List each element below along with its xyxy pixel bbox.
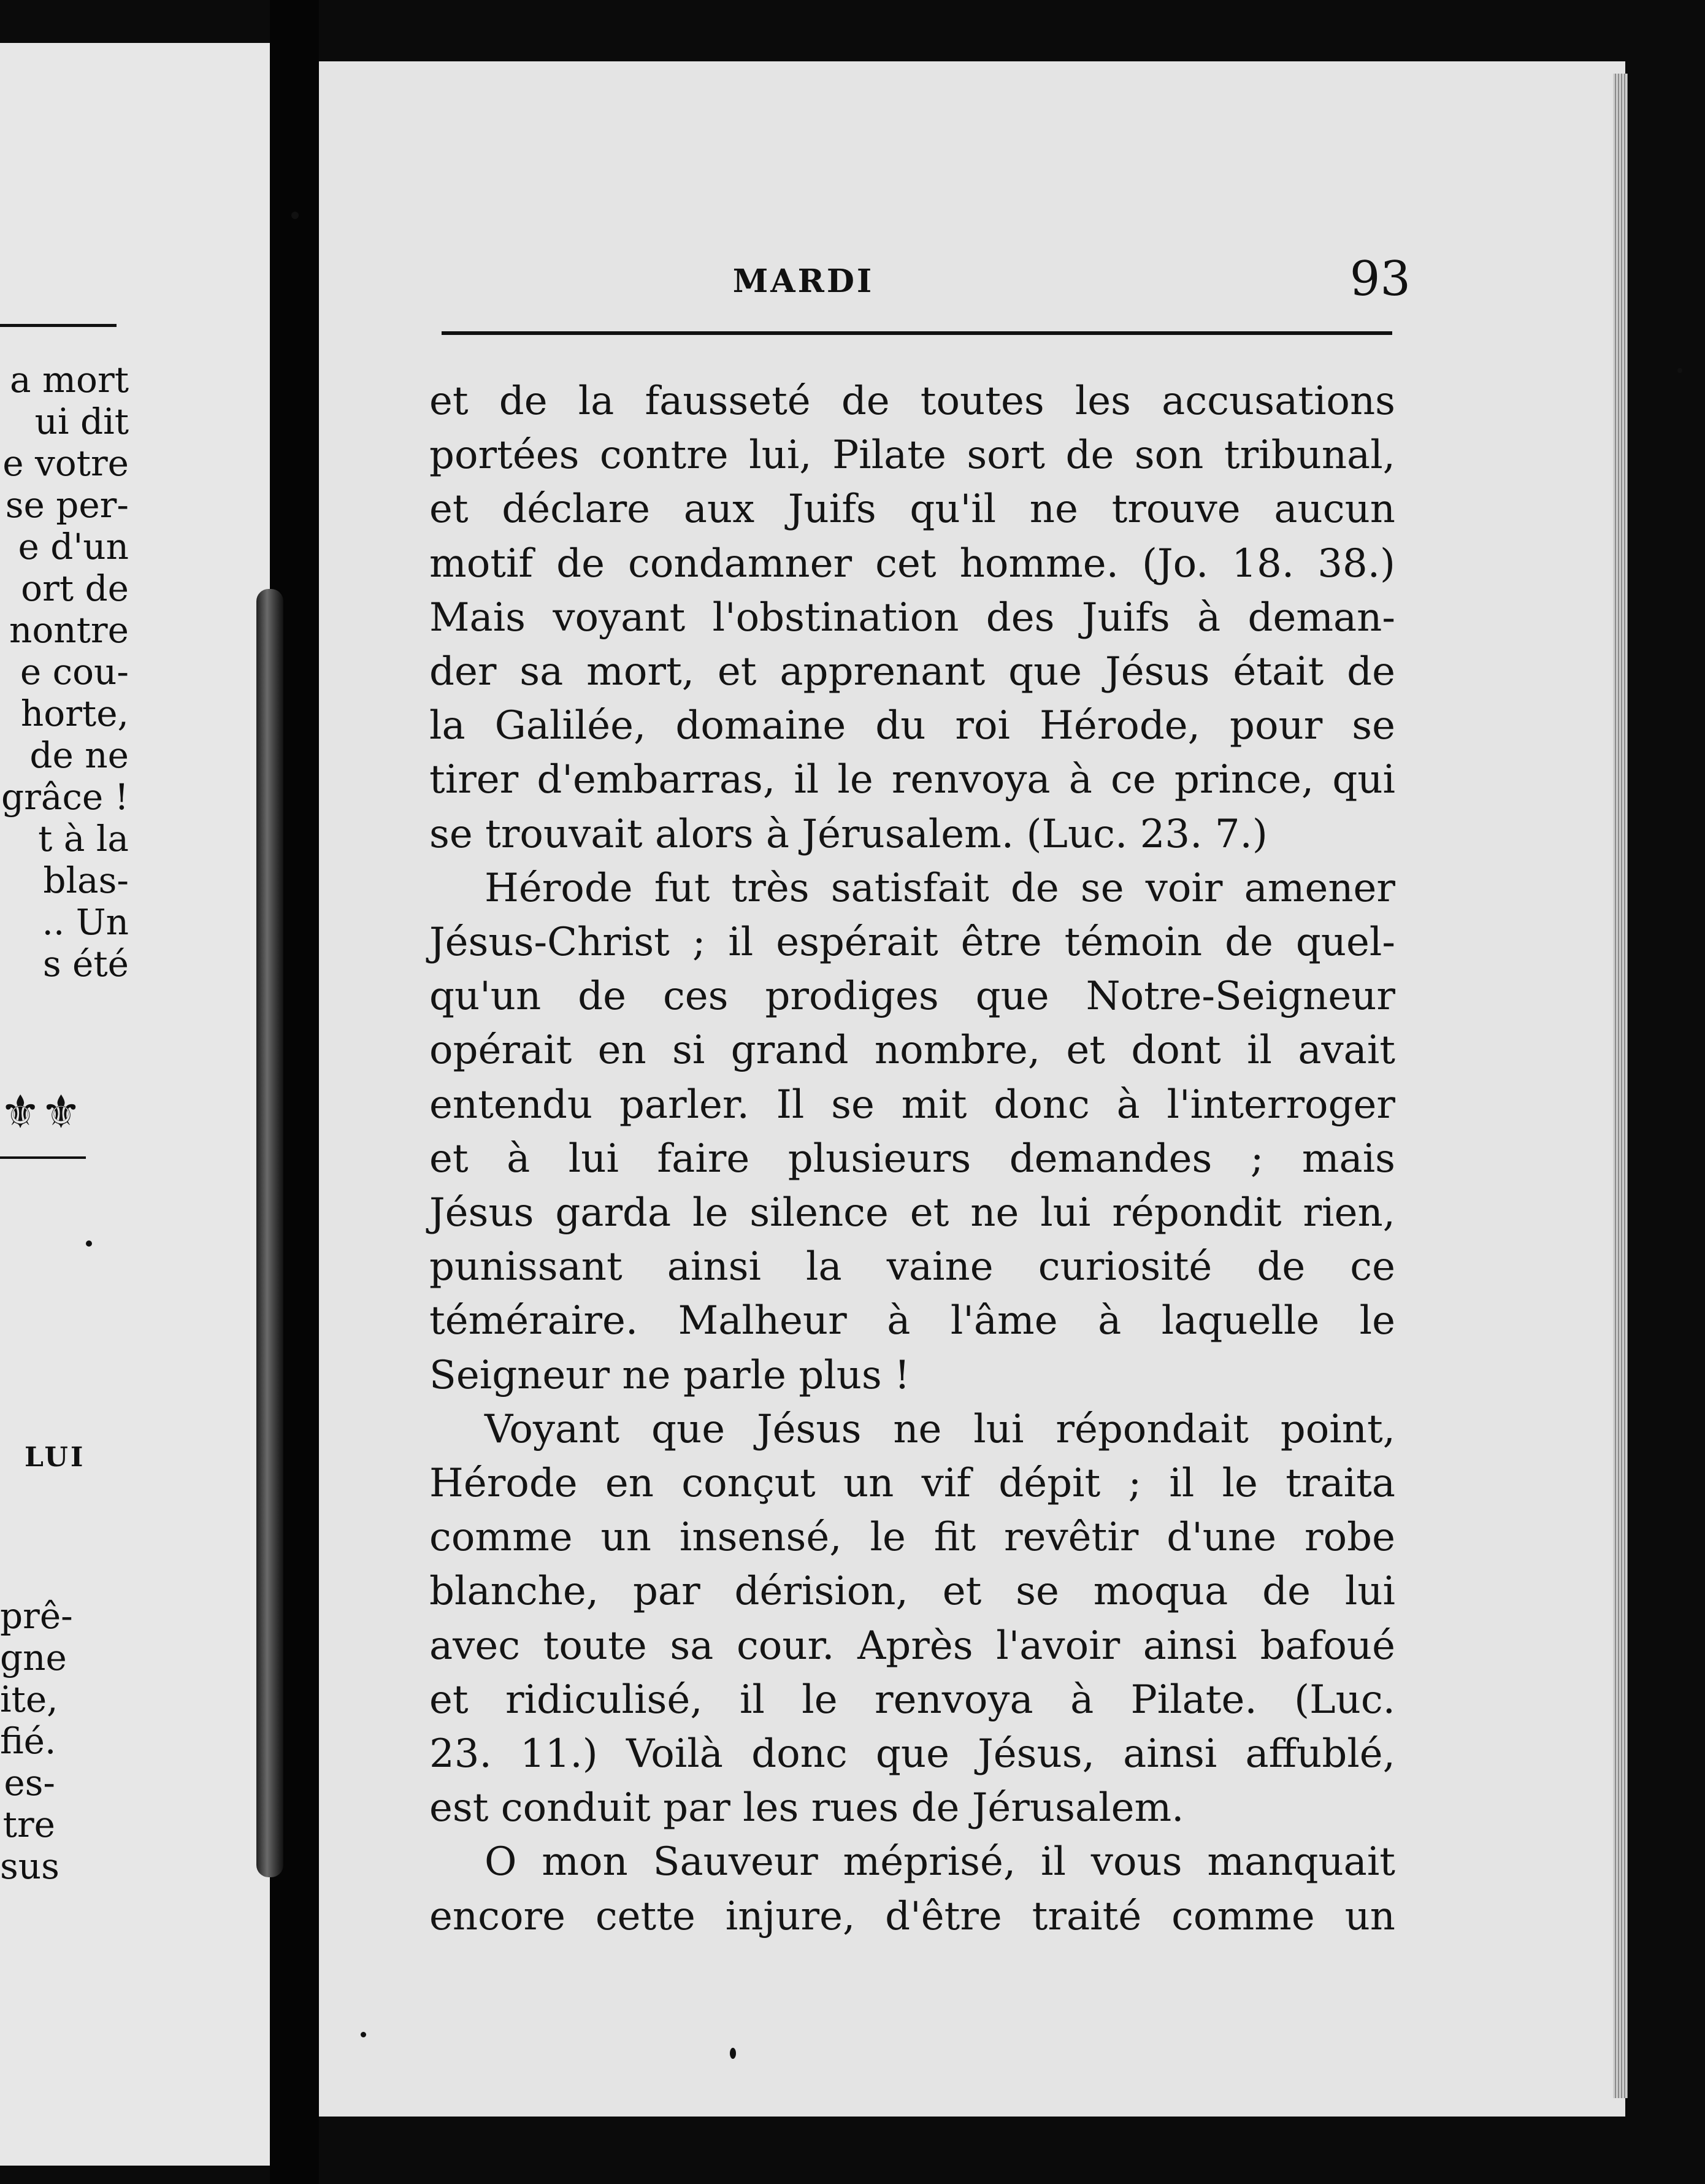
scan-speck — [291, 212, 299, 219]
scan-speck — [730, 2048, 736, 2059]
left-page-line: nontre — [9, 609, 129, 651]
left-page-line: blas- — [43, 859, 129, 901]
left-page-line: ui dit — [34, 401, 129, 442]
text-line: Jésus-Christ ; il espérait être témoin de quel- — [429, 920, 1395, 966]
left-page-ornament-rule — [0, 1156, 86, 1159]
header-rule — [442, 331, 1392, 335]
text-line: portées contre lui, Pilate sort de son tribunal, — [429, 433, 1395, 479]
page — [319, 61, 1625, 2117]
text-line: comme un insensé, le fit revêtir d'une robe — [429, 1515, 1395, 1561]
body-text — [429, 374, 1395, 1944]
text-line: motif de condamner cet homme. (Jo. 18. 38.) — [429, 540, 1395, 586]
text-line: Seigneur ne parle plus ! — [429, 1352, 910, 1398]
text-line: 23. 11.) Voilà donc que Jésus, ainsi affublé, — [429, 1731, 1395, 1777]
text-line: Hérode fut très satisfait de se voir amener — [485, 865, 1395, 911]
left-page-line: es- — [4, 1762, 55, 1804]
text-line: Voyant que Jésus ne lui répondait point, — [485, 1406, 1395, 1452]
previous-page-fragment — [0, 43, 270, 2166]
left-page-line: e d'un — [18, 526, 129, 567]
left-page-line: sus — [0, 1845, 59, 1887]
left-page-line: ort de — [21, 567, 129, 609]
left-page-text-lower — [0, 1595, 73, 1887]
left-page-section-heading: LUI — [25, 1442, 86, 1473]
text-line: der sa mort, et apprenant que Jésus était de — [429, 649, 1395, 695]
paragraph — [429, 1835, 1395, 1943]
text-line: qu'un de ces prodiges que Notre-Seigneur — [429, 974, 1395, 1020]
text-line: blanche, par dérision, et se moqua de lui — [429, 1569, 1395, 1615]
left-page-line: de ne — [29, 734, 129, 776]
page-number: 93 — [1349, 252, 1411, 307]
text-line: opérait en si grand nombre, et dont il avait — [429, 1028, 1395, 1074]
left-page-text-upper — [0, 359, 129, 985]
left-page-rule — [0, 324, 117, 327]
text-line: Mais voyant l'obstination des Juifs à deman- — [429, 594, 1395, 640]
left-page-line: s été — [42, 943, 129, 985]
left-page-line: tre — [2, 1804, 55, 1845]
text-line: O mon Sauveur méprisé, il vous manquait — [485, 1839, 1395, 1885]
left-page-line: a mort — [10, 359, 129, 401]
text-line: est conduit par les rues de Jérusalem. — [429, 1785, 1184, 1831]
text-line: téméraire. Malheur à l'âme à laquelle le — [429, 1298, 1395, 1344]
left-page-line: t à la — [38, 818, 129, 859]
text-line: et déclare aux Juifs qu'il ne trouve aucun — [429, 486, 1395, 533]
text-line: Hérode en conçut un vif dépit ; il le traita — [429, 1461, 1395, 1507]
text-line: tirer d'embarras, il le renvoya à ce prince, qui — [429, 757, 1395, 803]
text-line: encore cette injure, d'être traité comme un — [429, 1893, 1395, 1939]
left-page-line: e votre — [2, 442, 129, 484]
scan-speck — [1677, 368, 1682, 373]
text-line: se trouvait alors à Jérusalem. (Luc. 23. 7.) — [429, 811, 1268, 857]
paragraph — [429, 374, 1395, 861]
page-edge — [1613, 74, 1628, 2098]
text-line: la Galilée, domaine du roi Hérode, pour se — [429, 703, 1395, 749]
left-page-line: ite, — [0, 1678, 58, 1720]
left-page-line: e cou- — [20, 651, 129, 693]
scan-speck — [361, 2032, 366, 2037]
fleur-de-lis-ornament: ⚜⚜ — [0, 1086, 82, 1139]
text-line: Jésus garda le silence et ne lui répondit rien, — [429, 1190, 1395, 1236]
text-line: et ridiculisé, il le renvoya à Pilate. (Luc. — [429, 1677, 1395, 1723]
scan-speck — [86, 1240, 92, 1247]
text-line: et à lui faire plusieurs demandes ; mais — [429, 1136, 1395, 1182]
text-line: entendu parler. Il se mit donc à l'interroger — [429, 1082, 1395, 1128]
gutter-fold — [256, 589, 283, 1877]
text-line: avec toute sa cour. Après l'avoir ainsi bafoué — [429, 1623, 1395, 1669]
left-page-line: horte, — [20, 693, 129, 734]
left-page-line: grâce ! — [1, 776, 129, 818]
left-page-line: prê- — [0, 1595, 73, 1637]
left-page-line: fié. — [0, 1720, 56, 1762]
left-page-line: gne — [0, 1637, 67, 1678]
left-page-line: se per- — [5, 484, 129, 526]
running-head-title: MARDI — [732, 263, 875, 300]
running-head — [442, 252, 1411, 307]
paragraph — [429, 1402, 1395, 1836]
left-page-line: .. Un — [42, 901, 129, 943]
paragraph — [429, 861, 1395, 1402]
text-line: et de la fausseté de toutes les accusations — [429, 379, 1395, 424]
text-line: punissant ainsi la vaine curiosité de ce — [429, 1244, 1395, 1290]
